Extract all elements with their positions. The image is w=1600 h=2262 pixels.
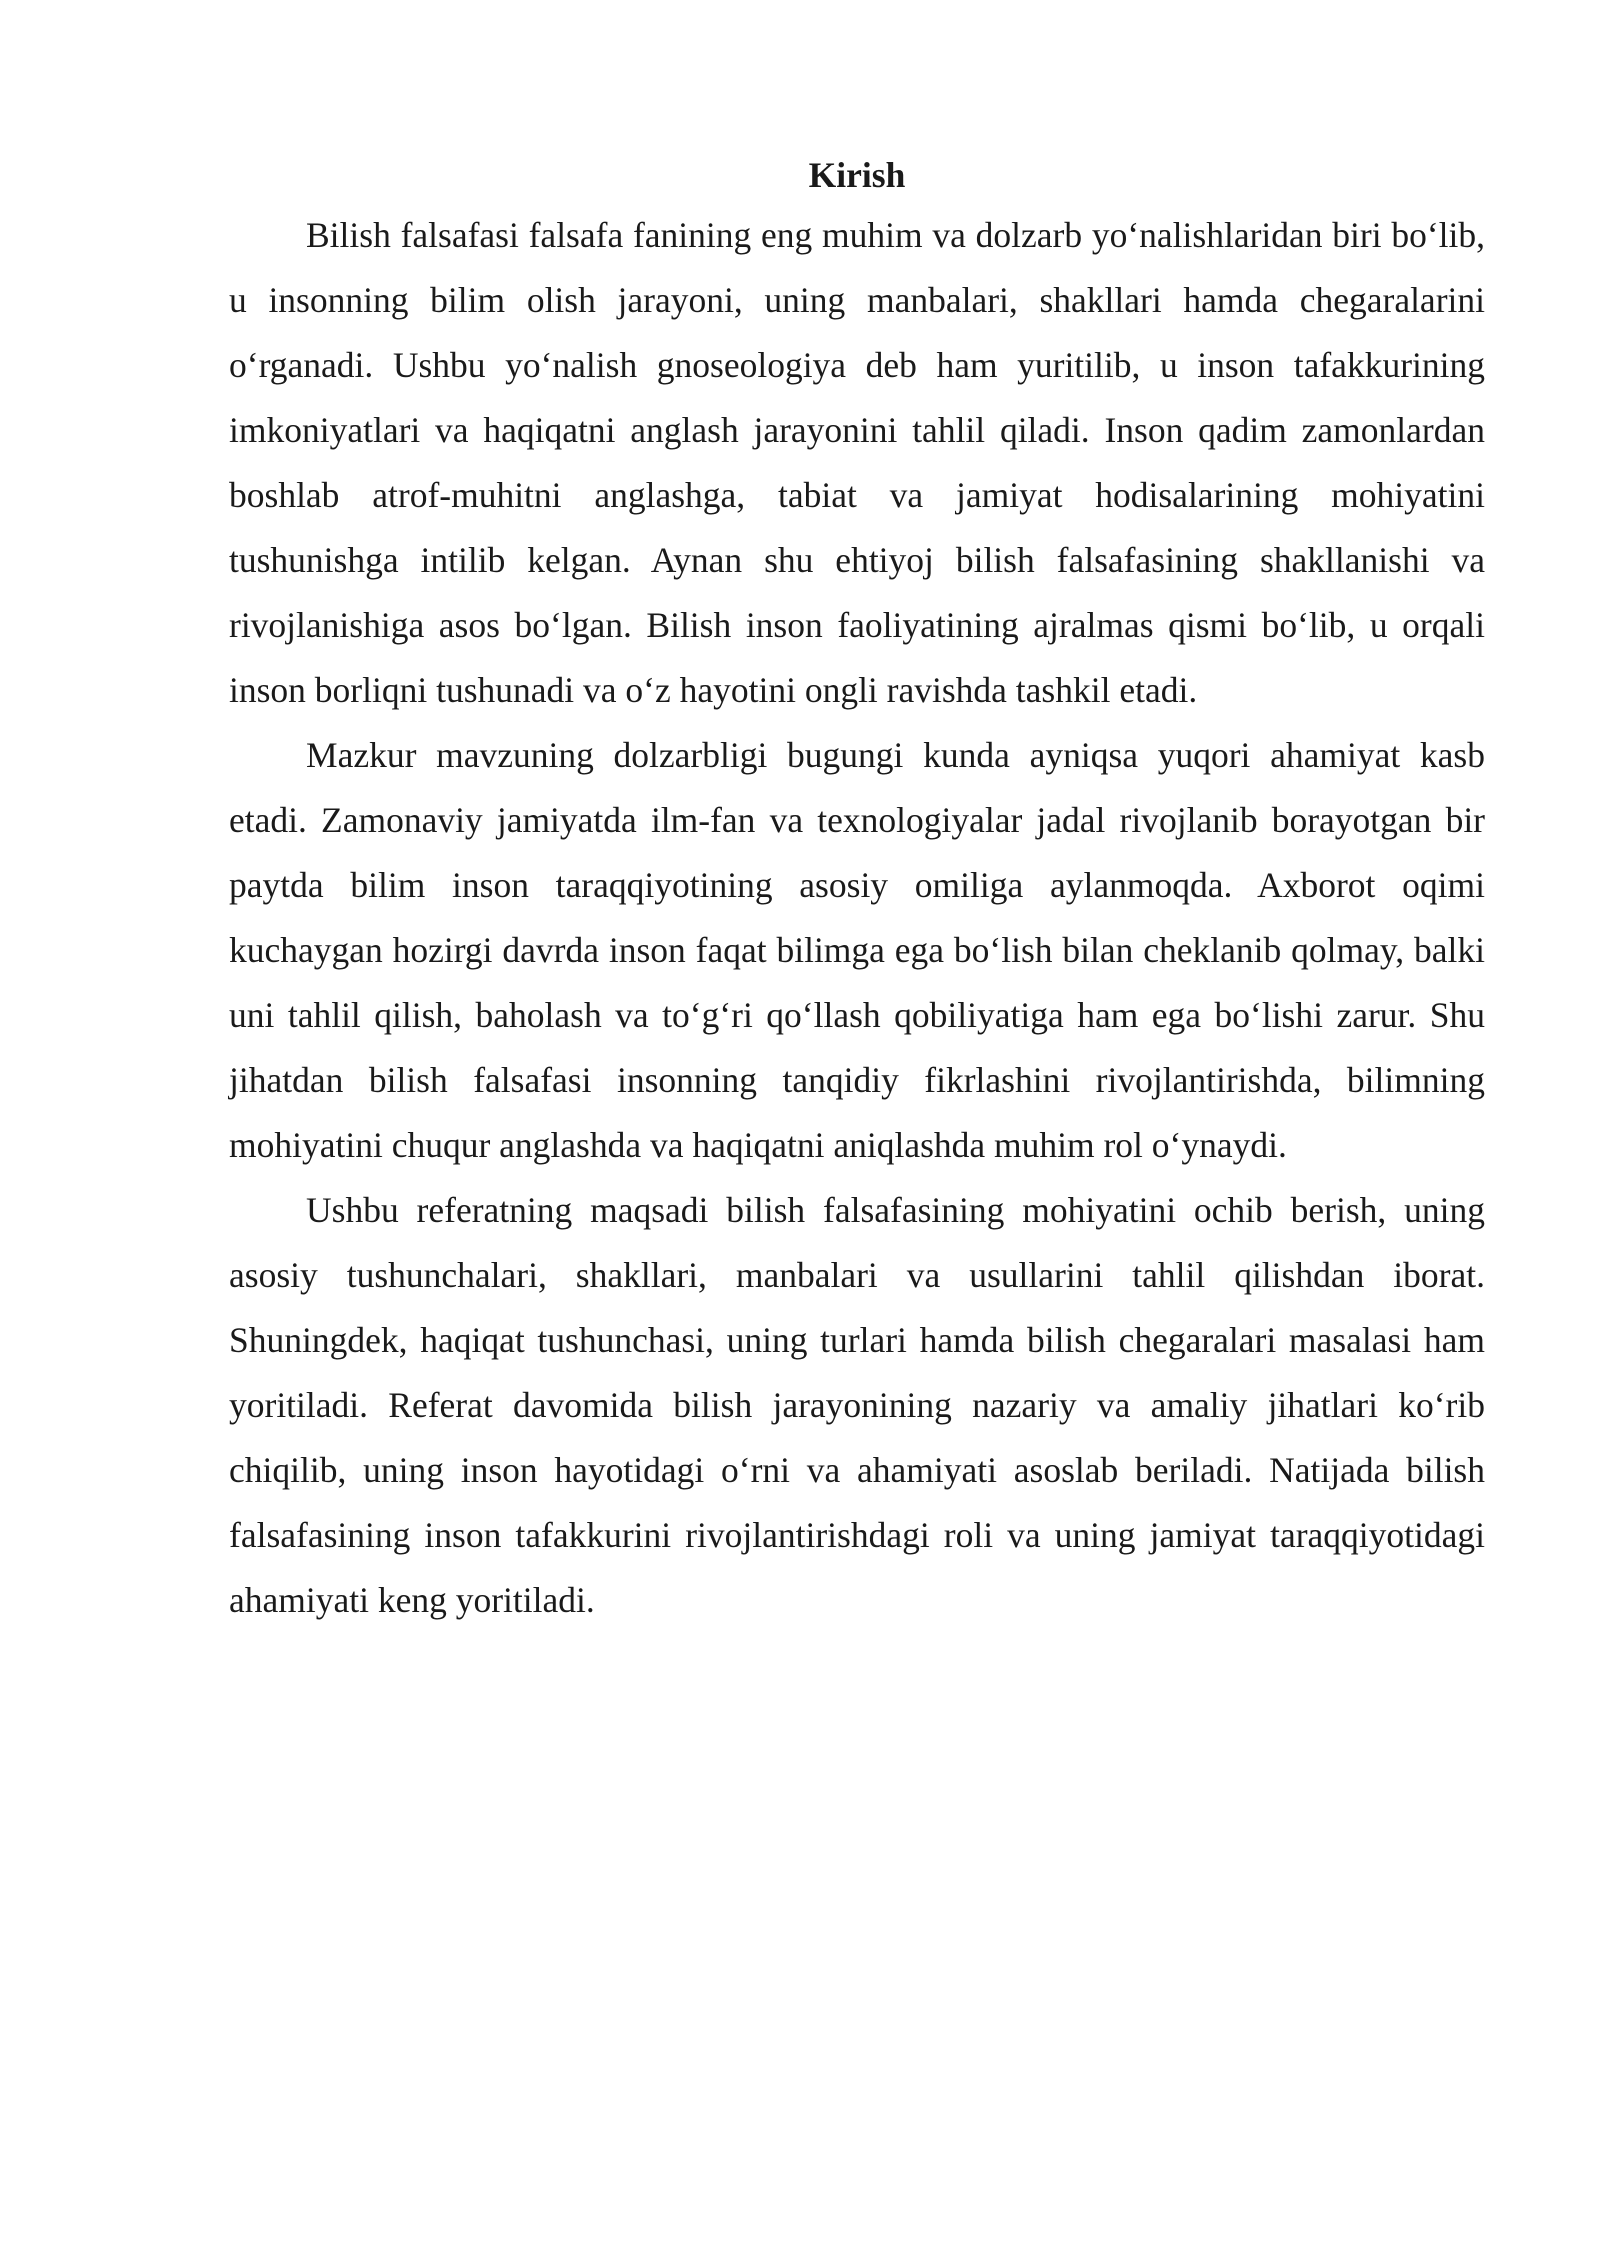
paragraph-introduction: Bilish falsafasi falsafa fanining eng muhim va dolzarb yo‘nalishlaridan biri bo‘lib, u insonning bilim olish jarayoni, uning manbalari, shakllari hamda chegaralarini o‘rganadi. Ushbu yo‘nalish gnoseologiya deb ham yuritilib, u inson tafakkurining imkoniyatlari va haqiqatni anglash jarayonini tahlil qiladi. Inson qadim zamonlardan boshlab atrof-muhitni anglashga, tabiat va jamiyat hodisalarining mohiyatini tushunishga intilib kelgan. Aynan shu ehtiyoj bilish falsafasining shakllanishi va rivojlanishiga asos bo‘lgan. Bilish inson faoliyatining ajralmas qismi bo‘lib, u orqali inson borliqni tushunadi va o‘z hayotini ongli ravishda tashkil etadi.	[229, 215, 1485, 710]
section-title: Kirish	[808, 155, 906, 195]
paragraph-relevance: Mazkur mavzuning dolzarbligi bugungi kunda ayniqsa yuqori ahamiyat kasb etadi. Zamonaviy jamiyatda ilm-fan va texnologiyalar jadal rivojlanib borayotgan bir paytda bilim inson taraqqiyotining asosiy omiliga aylanmoqda. Axborot oqimi kuchaygan hozirgi davrda inson faqat bilimga ega bo‘lish bilan cheklanib qolmay, balki uni tahlil qilish, baholash va to‘g‘ri qo‘llash qobiliyatiga ham ega bo‘lishi zarur. Shu jihatdan bilish falsafasi insonning tanqidiy fikrlashini rivojlantirishda, bilimning mohiyatini chuqur anglashda va haqiqatni aniqlashda muhim rol o‘ynaydi.	[229, 735, 1485, 1165]
document-body	[229, 148, 1485, 1633]
paragraph-purpose: Ushbu referatning maqsadi bilish falsafasining mohiyatini ochib berish, uning asosiy tushunchalari, shakllari, manbalari va usullarini tahlil qilishdan iborat. Shuningdek, haqiqat tushunchasi, uning turlari hamda bilish chegaralari masalasi ham yoritiladi. Referat davomida bilish jarayonining nazariy va amaliy jihatlari ko‘rib chiqilib, uning inson hayotidagi o‘rni va ahamiyati asoslab beriladi. Natijada bilish falsafasining inson tafakkurini rivojlantirishdagi roli va uning jamiyat taraqqiyotidagi ahamiyati keng yoritiladi.	[229, 1190, 1485, 1620]
